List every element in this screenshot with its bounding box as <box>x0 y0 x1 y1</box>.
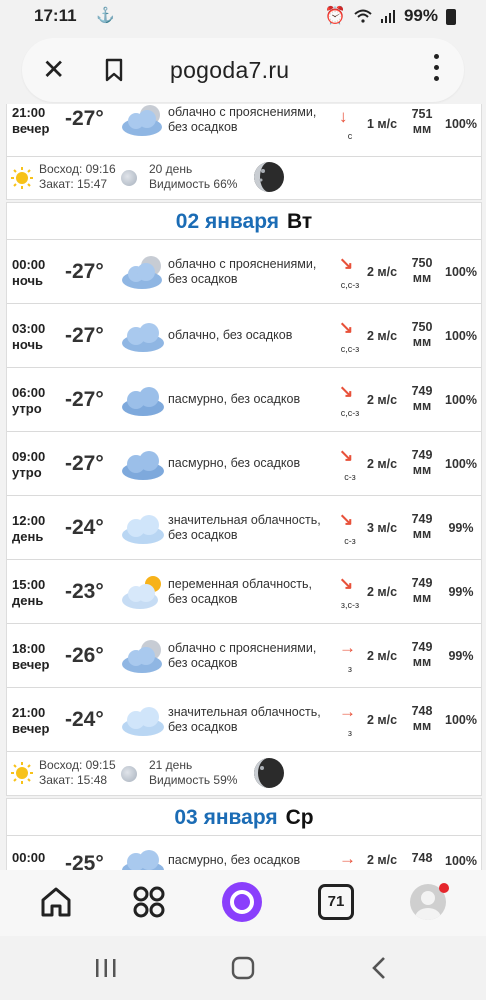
signal-icon <box>380 9 396 23</box>
moon-small-icon <box>121 170 137 186</box>
wind-arrow-icon: ↘ <box>339 510 354 529</box>
cloudy-partly-icon <box>120 254 166 290</box>
pressure-unit: мм <box>412 335 432 349</box>
sun-cloud-icon <box>120 574 166 610</box>
day-header <box>7 203 481 240</box>
cloudy-partly-icon <box>120 638 166 674</box>
forecast-content <box>0 104 486 870</box>
row-desc-2: без осадков <box>168 720 238 734</box>
wind-arrow-icon: → <box>339 702 356 721</box>
row-desc: значительная облачность, <box>168 705 321 719</box>
humidity: 99% <box>448 585 474 599</box>
row-part: день <box>12 529 44 544</box>
row-time: 00:00 <box>12 257 46 272</box>
row-temp: -24° <box>65 516 104 539</box>
row-desc: пасмурно, без осадков <box>168 392 301 406</box>
forecast-row <box>7 688 481 752</box>
humidity: 100% <box>445 854 477 868</box>
row-temp: -25° <box>65 852 104 870</box>
wind-arrow-icon: ↘ <box>339 318 354 337</box>
moon-day: 21 день <box>149 758 193 772</box>
forecast-row <box>7 560 481 624</box>
sunset: Закат: 15:47 <box>39 177 108 191</box>
row-part: утро <box>12 401 42 416</box>
pressure: 749 <box>411 576 433 590</box>
row-temp: -24° <box>65 708 104 731</box>
day-card-jan2 <box>6 202 482 796</box>
moon-phase-icon <box>253 757 285 789</box>
row-desc-2: без осадков <box>168 656 238 670</box>
row-desc: облачно с прояснениями, <box>168 257 317 271</box>
row-desc-2: без осадков <box>168 120 238 134</box>
day-date: 02 января <box>175 210 280 233</box>
pressure: 750 <box>411 320 433 334</box>
sunrise: Восход: 09:15 <box>39 758 116 772</box>
row-desc: переменная облачность, <box>168 577 313 591</box>
row-temp: -23° <box>65 580 104 603</box>
wind-direction: с-з <box>344 472 356 482</box>
row-temp: -27° <box>65 107 104 130</box>
visibility: Видимость 66% <box>149 177 238 191</box>
humidity: 100% <box>445 329 477 343</box>
humidity: 100% <box>445 265 477 279</box>
pressure: 748 <box>411 851 433 865</box>
row-temp: -27° <box>65 452 104 475</box>
pressure: 750 <box>411 256 433 270</box>
tabs-icon[interactable] <box>318 884 354 920</box>
pressure: 749 <box>411 640 433 654</box>
wind-direction: с-з <box>344 536 356 546</box>
wind-speed: 2 м/с <box>367 713 398 727</box>
wind-speed: 3 м/с <box>367 521 398 535</box>
battery-level: 99% <box>403 6 438 25</box>
row-time: 06:00 <box>12 385 46 400</box>
wind-arrow-icon: ↘ <box>339 254 354 273</box>
wind-direction: с <box>347 131 353 141</box>
wind-speed: 1 м/с <box>367 117 398 131</box>
visibility: Видимость 59% <box>149 773 238 787</box>
day-card-jan1 <box>6 104 482 200</box>
wind-speed: 2 м/с <box>367 649 398 663</box>
row-temp: -27° <box>65 324 104 347</box>
apps-grid-icon[interactable] <box>131 884 167 920</box>
home-button-icon[interactable] <box>231 956 255 980</box>
sun-icon <box>11 762 33 784</box>
url-text[interactable]: pogoda7.ru <box>170 57 290 83</box>
pressure-unit: мм <box>412 271 432 285</box>
wind-direction: с,с-з <box>340 344 360 354</box>
row-part: ночь <box>12 273 44 288</box>
sunset: Закат: 15:48 <box>39 773 108 787</box>
row-desc-2: без осадков <box>168 528 238 542</box>
humidity: 100% <box>445 457 477 471</box>
pressure: 749 <box>411 448 433 462</box>
forecast-row <box>7 496 481 560</box>
humidity: 99% <box>448 649 474 663</box>
overcast-icon <box>120 446 166 482</box>
sun-moon-row <box>7 156 481 199</box>
day-date: 03 января <box>174 806 278 829</box>
close-icon[interactable]: ✕ <box>42 54 66 85</box>
row-time: 21:00 <box>12 705 46 720</box>
wind-speed: 2 м/с <box>367 585 398 599</box>
wind-direction: з <box>347 728 353 738</box>
forecast-row <box>7 836 481 870</box>
row-desc: облачно с прояснениями, <box>168 641 317 655</box>
row-time: 09:00 <box>12 449 46 464</box>
notification-icon: ⚓ <box>96 7 115 24</box>
pressure-unit: мм <box>412 463 432 477</box>
row-temp: -27° <box>65 260 104 283</box>
status-time: 17:11 <box>34 6 77 25</box>
wind-speed: 2 м/с <box>367 329 398 343</box>
wind-arrow-icon: ↓ <box>339 107 348 126</box>
forecast-row <box>7 624 481 688</box>
wind-arrow-icon: → <box>339 849 356 868</box>
row-part: день <box>12 593 44 608</box>
day-weekday: Вт <box>287 210 313 233</box>
recent-apps-icon[interactable] <box>94 957 118 979</box>
wind-direction: с,с-з <box>340 408 360 418</box>
humidity: 100% <box>445 117 477 131</box>
day-header <box>7 799 481 836</box>
humidity: 100% <box>445 393 477 407</box>
pressure: 748 <box>411 704 433 718</box>
tabs-count: 71 <box>327 893 345 910</box>
humidity: 99% <box>448 521 474 535</box>
row-desc: пасмурно, без осадков <box>168 853 301 867</box>
cloudy-partly-icon <box>120 104 166 137</box>
sunrise: Восход: 09:16 <box>39 162 116 176</box>
battery-icon <box>446 9 456 25</box>
wind-direction: з <box>347 664 353 674</box>
system-nav-bar <box>0 936 486 1000</box>
forecast-row <box>7 432 481 496</box>
moon-small-icon <box>121 766 137 782</box>
wind-speed: 2 м/с <box>367 457 398 471</box>
row-desc: облачно, без осадков <box>168 328 293 342</box>
row-part: вечер <box>12 121 50 136</box>
cloudy-icon <box>120 318 166 354</box>
wind-arrow-icon: → <box>339 638 356 657</box>
row-desc: облачно с прояснениями, <box>168 105 317 119</box>
row-time: 18:00 <box>12 641 46 656</box>
wind-speed: 2 м/с <box>367 393 398 407</box>
wind-direction: з,с-з <box>340 600 360 610</box>
overcast-icon <box>120 382 166 418</box>
cloudy-icon <box>120 702 166 738</box>
pressure: 751 <box>411 107 433 121</box>
row-time: 15:00 <box>12 577 46 592</box>
wind-speed: 2 м/с <box>367 853 398 867</box>
row-part: утро <box>12 465 42 480</box>
row-temp: -27° <box>65 388 104 411</box>
home-icon[interactable] <box>38 884 74 920</box>
row-desc-2: без осадков <box>168 592 238 606</box>
row-time: 00:00 <box>12 850 46 865</box>
forecast-row <box>7 368 481 432</box>
row-desc: значительная облачность, <box>168 513 321 527</box>
humidity: 100% <box>445 713 477 727</box>
bookmark-icon[interactable] <box>104 58 124 82</box>
wind-direction: с,с-з <box>340 280 360 290</box>
row-time: 12:00 <box>12 513 46 528</box>
pressure-unit: мм <box>412 399 432 413</box>
wifi-icon <box>354 9 372 23</box>
pressure-unit: мм <box>412 591 432 605</box>
wind-arrow-icon: ↘ <box>339 574 354 593</box>
menu-icon[interactable] <box>434 54 440 81</box>
forecast-row <box>7 104 481 157</box>
row-part: ночь <box>12 337 44 352</box>
sun-moon-row <box>7 751 481 795</box>
overcast-icon <box>120 846 166 870</box>
pressure: 749 <box>411 512 433 526</box>
row-time: 03:00 <box>12 321 46 336</box>
row-time: 21:00 <box>12 105 46 120</box>
moon-day: 20 день <box>149 162 193 176</box>
forecast-row <box>7 240 481 304</box>
notification-dot <box>439 883 449 893</box>
alarm-icon: ⏰ <box>324 6 346 25</box>
alice-assistant-icon[interactable] <box>220 880 264 924</box>
row-temp: -26° <box>65 644 104 667</box>
sun-icon <box>11 167 33 189</box>
day-card-jan3 <box>6 798 482 870</box>
wind-arrow-icon: ↘ <box>339 446 354 465</box>
wind-arrow-icon: ↘ <box>339 382 354 401</box>
pressure-unit: мм <box>412 122 432 136</box>
pressure-unit: мм <box>412 655 432 669</box>
browser-url-bar <box>22 38 464 102</box>
forecast-row <box>7 304 481 368</box>
status-icons <box>325 6 442 26</box>
wind-speed: 2 м/с <box>367 265 398 279</box>
moon-phase-icon <box>253 161 285 193</box>
row-desc: пасмурно, без осадков <box>168 456 301 470</box>
day-weekday: Ср <box>285 806 314 829</box>
pressure: 749 <box>411 384 433 398</box>
status-bar <box>0 0 486 32</box>
browser-bottom-nav <box>0 870 486 936</box>
cloudy-icon <box>120 510 166 546</box>
row-desc-2: без осадков <box>168 272 238 286</box>
pressure-unit: мм <box>412 527 432 541</box>
row-part: вечер <box>12 657 50 672</box>
pressure-unit: мм <box>412 719 432 733</box>
row-part: вечер <box>12 721 50 736</box>
back-icon[interactable] <box>370 956 388 980</box>
